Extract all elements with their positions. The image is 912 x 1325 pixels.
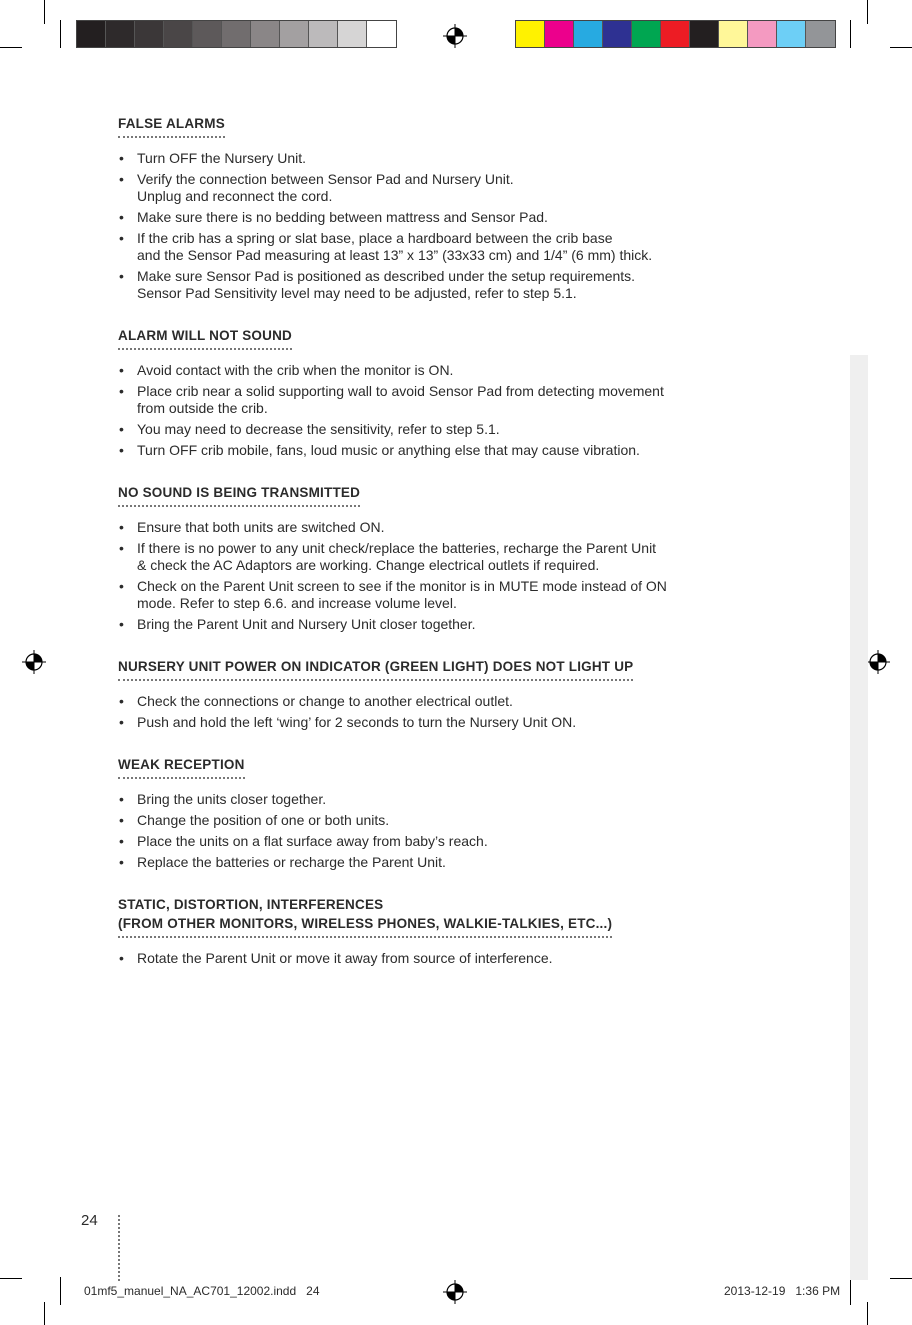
section-heading-rule bbox=[118, 657, 633, 681]
list-item: • Replace the batteries or recharge the Parent Unit. bbox=[118, 854, 798, 871]
list-item: • If there is no power to any unit check/replace the batteries, recharge the Parent Unit & check the AC Adaptors are working. Change electrical outlets if required. bbox=[118, 540, 798, 574]
color-swatch bbox=[661, 21, 690, 47]
side-tab-strip bbox=[850, 355, 868, 1280]
troubleshooting-section bbox=[118, 895, 798, 967]
crop-mark-bot-r bbox=[850, 1277, 851, 1305]
section-heading: NURSERY UNIT POWER ON INDICATOR (GREEN LIGHT) DOES NOT LIGHT UP bbox=[118, 659, 634, 674]
color-swatch bbox=[806, 21, 835, 47]
section-heading-rule bbox=[118, 483, 360, 507]
list-item: • If the crib has a spring or slat base, place a hardboard between the crib base and the Sensor Pad measuring at least 13” x 13” (33x33 cm) and 1/4” (6 mm) thick. bbox=[118, 230, 798, 264]
list-item: • Turn OFF crib mobile, fans, loud music or anything else that may cause vibration. bbox=[118, 442, 798, 459]
color-swatch bbox=[338, 21, 367, 47]
bullet-list bbox=[118, 791, 798, 871]
footer-dotted-rule bbox=[118, 1215, 120, 1281]
process-color-bar bbox=[515, 20, 836, 48]
color-swatch bbox=[135, 21, 164, 47]
registration-mark-icon bbox=[443, 24, 467, 48]
bullet-list bbox=[118, 362, 798, 459]
section-heading-rule bbox=[118, 114, 225, 138]
list-item: • Push and hold the left ‘wing’ for 2 seconds to turn the Nursery Unit ON. bbox=[118, 714, 798, 731]
registration-mark-icon bbox=[866, 650, 890, 674]
color-swatch bbox=[251, 21, 280, 47]
bullet-list bbox=[118, 693, 798, 731]
crop-mark-bl-v bbox=[44, 1302, 45, 1325]
crop-mark-tr-h bbox=[890, 47, 912, 48]
color-swatch bbox=[164, 21, 193, 47]
color-swatch bbox=[603, 21, 632, 47]
list-item: • Check on the Parent Unit screen to see if the monitor is in MUTE mode instead of ON mode. Refer to step 6.6. and increase volume level. bbox=[118, 578, 798, 612]
registration-mark-icon bbox=[443, 1280, 467, 1304]
section-heading: STATIC, DISTORTION, INTERFERENCES (FROM OTHER MONITORS, WIRELESS PHONES, WALKIE-TALKIES, ETC...) bbox=[118, 897, 613, 931]
color-swatch bbox=[516, 21, 545, 47]
crop-mark-tl-h bbox=[0, 47, 22, 48]
troubleshooting-content bbox=[118, 114, 798, 991]
color-swatch bbox=[690, 21, 719, 47]
list-item: • Make sure Sensor Pad is positioned as described under the setup requirements. Sensor Pad Sensitivity level may need to be adjusted, refer to step 5.1. bbox=[118, 268, 798, 302]
color-swatch bbox=[574, 21, 603, 47]
gray-color-bar bbox=[76, 20, 397, 48]
print-slug-date: 2013-12-19 1:36 PM bbox=[724, 1284, 841, 1298]
troubleshooting-section bbox=[118, 755, 798, 871]
troubleshooting-section bbox=[118, 114, 798, 302]
crop-mark-br-v bbox=[867, 1302, 868, 1325]
troubleshooting-section bbox=[118, 483, 798, 633]
color-swatch bbox=[77, 21, 106, 47]
color-swatch bbox=[193, 21, 222, 47]
bullet-list bbox=[118, 519, 798, 633]
registration-mark-icon bbox=[22, 650, 46, 674]
section-heading-rule bbox=[118, 326, 292, 350]
crop-mark-bot-l bbox=[60, 1277, 61, 1305]
troubleshooting-section bbox=[118, 657, 798, 731]
section-heading: FALSE ALARMS bbox=[118, 116, 225, 131]
color-swatch bbox=[545, 21, 574, 47]
section-heading: ALARM WILL NOT SOUND bbox=[118, 328, 292, 343]
list-item: • Ensure that both units are switched ON. bbox=[118, 519, 798, 536]
color-swatch bbox=[777, 21, 806, 47]
troubleshooting-section bbox=[118, 326, 798, 459]
crop-mark-br-h bbox=[890, 1278, 912, 1279]
page-number: 24 bbox=[81, 1212, 98, 1229]
list-item: • Place crib near a solid supporting wall to avoid Sensor Pad from detecting movement from outside the crib. bbox=[118, 383, 798, 417]
list-item: • Bring the Parent Unit and Nursery Unit closer together. bbox=[118, 616, 798, 633]
list-item: • Place the units on a flat surface away from baby’s reach. bbox=[118, 833, 798, 850]
list-item: • Bring the units closer together. bbox=[118, 791, 798, 808]
crop-mark-tl-v bbox=[44, 0, 45, 24]
list-item: • Turn OFF the Nursery Unit. bbox=[118, 150, 798, 167]
section-heading-rule bbox=[118, 895, 612, 938]
bullet-list bbox=[118, 150, 798, 302]
color-swatch bbox=[106, 21, 135, 47]
list-item: • You may need to decrease the sensitivity, refer to step 5.1. bbox=[118, 421, 798, 438]
color-swatch bbox=[719, 21, 748, 47]
section-heading: WEAK RECEPTION bbox=[118, 757, 245, 772]
section-heading: NO SOUND IS BEING TRANSMITTED bbox=[118, 485, 361, 500]
color-swatch bbox=[748, 21, 777, 47]
crop-mark-bl-h bbox=[0, 1278, 22, 1279]
color-swatch bbox=[222, 21, 251, 47]
list-item: • Change the position of one or both units. bbox=[118, 812, 798, 829]
list-item: • Rotate the Parent Unit or move it away from source of interference. bbox=[118, 950, 798, 967]
color-swatch bbox=[280, 21, 309, 47]
color-swatch bbox=[309, 21, 338, 47]
list-item: • Check the connections or change to another electrical outlet. bbox=[118, 693, 798, 710]
list-item: • Make sure there is no bedding between mattress and Sensor Pad. bbox=[118, 209, 798, 226]
print-slug-file: 01mf5_manuel_NA_AC701_12002.indd 24 bbox=[84, 1284, 320, 1298]
list-item: • Avoid contact with the crib when the monitor is ON. bbox=[118, 362, 798, 379]
color-swatch bbox=[632, 21, 661, 47]
crop-mark-tr-v bbox=[867, 0, 868, 24]
section-heading-rule bbox=[118, 755, 245, 779]
crop-mark-top-l bbox=[60, 20, 61, 48]
crop-mark-top-r bbox=[850, 20, 851, 48]
color-swatch bbox=[367, 21, 396, 47]
bullet-list bbox=[118, 950, 798, 967]
list-item: • Verify the connection between Sensor Pad and Nursery Unit. Unplug and reconnect the cord. bbox=[118, 171, 798, 205]
